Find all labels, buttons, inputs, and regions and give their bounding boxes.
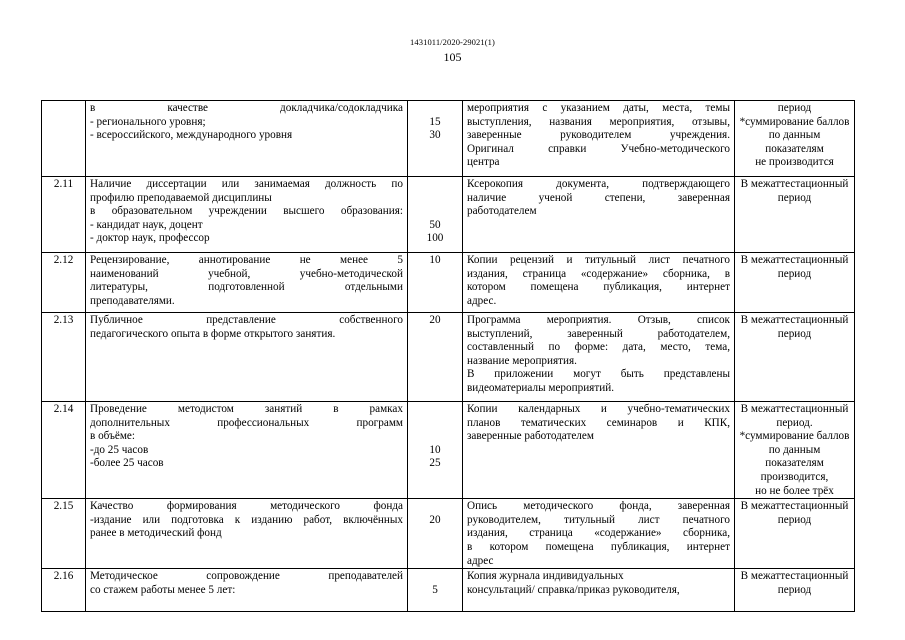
document-line: выступления, названия мероприятия, отзывы,	[467, 115, 730, 128]
criterion-name	[86, 313, 408, 402]
criterion-number	[42, 101, 86, 177]
period-line: период	[777, 327, 812, 340]
criterion-name-line: - регионального уровня;	[90, 115, 206, 128]
document-line: центра	[467, 156, 500, 169]
period-line: период	[777, 583, 812, 596]
criterion-score	[408, 313, 463, 402]
document-line: адрес.	[467, 294, 497, 307]
document-line: Копии календарных и учебно-тематических	[467, 403, 730, 415]
submission-period	[735, 101, 855, 177]
submission-period	[735, 499, 855, 569]
criterion-score	[408, 569, 463, 612]
criterion-name-line: - всероссийского, международного уровня	[90, 129, 293, 142]
period-line: период	[777, 513, 812, 526]
criterion-number: 2.14	[42, 402, 86, 499]
criterion-name-line: в образовательном учреждении высшего образования:	[90, 205, 403, 218]
criterion-number: 2.16	[42, 569, 86, 612]
document-line: В приложении могут быть представлены	[467, 368, 730, 381]
document-line: издания, страница «содержание» сборника,	[467, 527, 730, 540]
criterion-name-line: наименований учебной, учебно-методической	[90, 267, 403, 280]
period-line: В межаттестационный	[740, 314, 849, 326]
document-line: Ксерокопия документа, подтверждающего	[467, 178, 730, 190]
criterion-name-line: Проведение методистом занятий в рамках	[90, 403, 403, 415]
criterion-score	[408, 499, 463, 569]
document-line: наличие ученой степени, заверенная	[467, 191, 730, 204]
period-line: период	[777, 102, 812, 114]
criterion-number: 2.13	[42, 313, 86, 402]
criterion-name-line: Методическое сопровождение преподавателей	[90, 570, 403, 583]
document-line: мероприятия с указанием даты, места, темы	[467, 102, 730, 114]
document-line: издания, страница «содержание» сборника, в	[467, 267, 730, 280]
document-line: консультаций/ справка/приказ руководителя,	[467, 583, 680, 596]
score-line	[412, 102, 458, 116]
period-line: В межаттестационный	[740, 178, 849, 190]
criterion-score	[408, 253, 463, 313]
period-line: В межаттестационный	[740, 570, 849, 583]
criterion-score	[408, 101, 463, 177]
document-id: 1431011/2020-29021(1)	[410, 37, 495, 47]
document-line: заверенные работодателем	[467, 430, 594, 443]
criterion-name-line: профилю преподаваемой дисциплины	[90, 191, 272, 204]
table-row	[42, 402, 855, 499]
period-line: *суммирование баллов	[739, 430, 850, 443]
criterion-number: 2.11	[42, 177, 86, 253]
confirming-documents	[463, 402, 735, 499]
criterion-name-line: в объёме:	[90, 430, 135, 443]
confirming-documents	[463, 253, 735, 313]
document-line: Опись методического фонда, заверенная	[467, 500, 730, 513]
period-line: но не более трёх	[755, 484, 834, 497]
criterion-score	[408, 177, 463, 253]
score-line: 10	[429, 443, 441, 456]
score-line: 100	[426, 232, 444, 245]
criterion-name-line: педагогического опыта в форме открытого занятия.	[90, 327, 336, 340]
table-row	[42, 177, 855, 253]
criterion-name	[86, 253, 408, 313]
criterion-name-line: со стажем работы менее 5 лет:	[90, 583, 236, 596]
criterion-name-line: преподавателями.	[90, 294, 175, 307]
criterion-name-line: в качестве докладчика/содокладчика	[90, 102, 403, 114]
criterion-name-line: -до 25 часов	[90, 443, 149, 456]
criterion-name-line: литературы, подготовленной отдельными	[90, 281, 403, 294]
period-line: В межаттестационный	[740, 500, 849, 513]
table-row	[42, 253, 855, 313]
confirming-documents	[463, 569, 735, 612]
criterion-number: 2.15	[42, 499, 86, 569]
document-line: заверенные руководителем учреждения.	[467, 129, 730, 142]
document-line: котором помещена публикация, интернет	[467, 281, 730, 294]
submission-period	[735, 313, 855, 402]
table-row	[42, 313, 855, 402]
submission-period	[735, 253, 855, 313]
criterion-name	[86, 177, 408, 253]
table-row	[42, 499, 855, 569]
table-row	[42, 101, 855, 177]
score-line: 10	[429, 254, 441, 266]
criterion-name	[86, 569, 408, 612]
submission-period	[735, 569, 855, 612]
period-line: показателям	[765, 142, 824, 155]
criterion-name-line: Наличие диссертации или занимаемая должность по	[90, 178, 403, 190]
period-line: период	[777, 191, 812, 204]
period-line: В межаттестационный	[740, 254, 849, 266]
document-line: Программа мероприятия. Отзыв, список	[467, 314, 730, 326]
document-line: планов тематических семинаров и КПК,	[467, 416, 730, 429]
document-line: Оригинал справки Учебно-методического	[467, 142, 730, 155]
document-line: Копия журнала индивидуальных	[467, 570, 624, 583]
period-line: по данным	[768, 129, 821, 142]
criterion-number: 2.12	[42, 253, 86, 313]
score-line: 20	[429, 314, 441, 326]
document-line: в котором помещена публикация, интернет	[467, 540, 730, 553]
score-line	[412, 403, 458, 417]
document-line: составленный по форме: дата, место, тема,	[467, 341, 730, 354]
score-line: 25	[429, 457, 441, 470]
score-line: 50	[429, 218, 441, 231]
score-line	[412, 192, 458, 206]
period-line: В межаттестационный	[740, 403, 849, 415]
score-line	[412, 570, 458, 584]
criterion-name-line: -более 25 часов	[90, 457, 164, 470]
criterion-score	[408, 402, 463, 499]
period-line: по данным	[768, 443, 821, 456]
criterion-name	[86, 499, 408, 569]
criterion-name-line: - доктор наук, профессор	[90, 232, 210, 245]
submission-period	[735, 402, 855, 499]
document-line: руководителем, титульный лист печатного	[467, 513, 730, 526]
score-line	[412, 430, 458, 444]
period-line: период	[777, 267, 812, 280]
page-number: 105	[443, 50, 462, 64]
criterion-name	[86, 402, 408, 499]
confirming-documents	[463, 101, 735, 177]
document-line: адрес	[467, 554, 494, 567]
table-row	[42, 569, 855, 612]
submission-period	[735, 177, 855, 253]
criterion-name-line: Качество формирования методического фонда	[90, 500, 403, 513]
confirming-documents	[463, 313, 735, 402]
criterion-name-line: -издание или подготовка к изданию работ, включённых	[90, 513, 403, 526]
score-line: 5	[432, 583, 438, 596]
document-line: выступлений, заверенный работодателем,	[467, 327, 730, 340]
period-line: *суммирование баллов	[739, 115, 850, 128]
criterion-name-line: дополнительных профессиональных программ	[90, 416, 403, 429]
criterion-name-line: Рецензирование, аннотирование не менее 5	[90, 254, 403, 266]
document-line: видеоматериалы мероприятий.	[467, 381, 614, 394]
period-line: период.	[776, 416, 813, 429]
confirming-documents	[463, 177, 735, 253]
period-line: производится,	[760, 470, 829, 483]
criterion-name-line: ранее в методический фонд	[90, 527, 222, 540]
period-line: не производится	[755, 156, 834, 169]
score-line: 15	[429, 115, 441, 128]
confirming-documents	[463, 499, 735, 569]
period-line: показателям	[765, 457, 824, 470]
document-line: работодателем	[467, 205, 537, 218]
criterion-name	[86, 101, 408, 177]
criterion-name-line: - кандидат наук, доцент	[90, 218, 203, 231]
document-line: Копии рецензий и титульный лист печатного	[467, 254, 730, 266]
score-line	[412, 417, 458, 431]
score-line	[412, 500, 458, 514]
score-line	[412, 178, 458, 192]
score-line: 20	[429, 513, 441, 526]
score-line: 30	[429, 129, 441, 142]
criterion-name-line: Публичное представление собственного	[90, 314, 403, 326]
score-line	[412, 205, 458, 219]
document-line: название мероприятия.	[467, 354, 577, 367]
criteria-table	[41, 100, 855, 612]
